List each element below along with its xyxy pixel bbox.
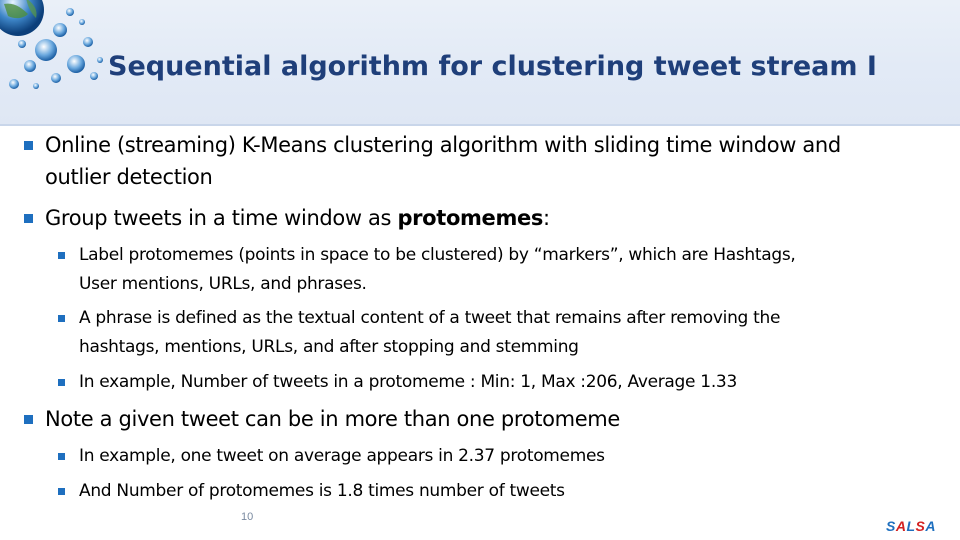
logo-letter: A bbox=[895, 518, 907, 534]
logo-letter: A bbox=[925, 518, 936, 534]
bullet-level2-tweets-per-protomeme bbox=[58, 368, 737, 397]
logo-letter: L bbox=[906, 518, 916, 534]
square-bullet-icon bbox=[24, 415, 33, 424]
bullet-level2-label-protomemes bbox=[58, 241, 796, 299]
page-number: 10 bbox=[241, 511, 254, 523]
bullet-text: Note a given tweet can be in more than one protomeme bbox=[45, 407, 620, 431]
bold-term: protomemes bbox=[397, 206, 544, 230]
bullet-text: And Number of protomemes is 1.8 times number of tweets bbox=[79, 481, 565, 501]
bullet-level2-protomeme-ratio bbox=[58, 477, 565, 506]
bullet-line: hashtags, mentions, URLs, and after stopping and stemming bbox=[79, 337, 579, 357]
bullet-level1-group-tweets bbox=[24, 202, 550, 234]
bullet-text: Group tweets in a time window as bbox=[45, 206, 398, 230]
globe-logo-icon bbox=[0, 0, 108, 108]
bullet-line: Online (streaming) K-Means clustering algorithm with sliding time window and bbox=[45, 133, 841, 157]
bullet-punct: : bbox=[543, 206, 550, 230]
title-divider bbox=[0, 124, 960, 126]
square-bullet-icon bbox=[58, 488, 65, 495]
bullet-line: User mentions, URLs, and phrases. bbox=[79, 274, 367, 294]
bullet-text: In example, Number of tweets in a protomeme : Min: 1, Max :206, Average 1.33 bbox=[79, 372, 737, 392]
bullet-level2-average-appearance bbox=[58, 442, 605, 471]
logo-letter: S bbox=[915, 518, 926, 534]
slide-title: Sequential algorithm for clustering tweet stream I bbox=[108, 51, 877, 82]
bullet-text: In example, one tweet on average appears in 2.37 protomemes bbox=[79, 446, 605, 466]
square-bullet-icon bbox=[24, 214, 33, 223]
square-bullet-icon bbox=[24, 141, 33, 150]
square-bullet-icon bbox=[58, 453, 65, 460]
square-bullet-icon bbox=[58, 379, 65, 386]
bullet-line: outlier detection bbox=[45, 165, 213, 189]
logo-letter: S bbox=[886, 518, 896, 534]
bullet-line: A phrase is defined as the textual content of a tweet that remains after removing the bbox=[79, 308, 781, 328]
bullet-level1-multiple-protomemes bbox=[24, 403, 620, 435]
salsa-logo bbox=[886, 518, 936, 534]
bullet-level1-streaming bbox=[24, 129, 841, 193]
bullet-level2-phrase-definition bbox=[58, 304, 780, 362]
bullet-line: Label protomemes (points in space to be clustered) by “markers”, which are Hashtags, bbox=[79, 245, 796, 265]
square-bullet-icon bbox=[58, 315, 65, 322]
square-bullet-icon bbox=[58, 252, 65, 259]
